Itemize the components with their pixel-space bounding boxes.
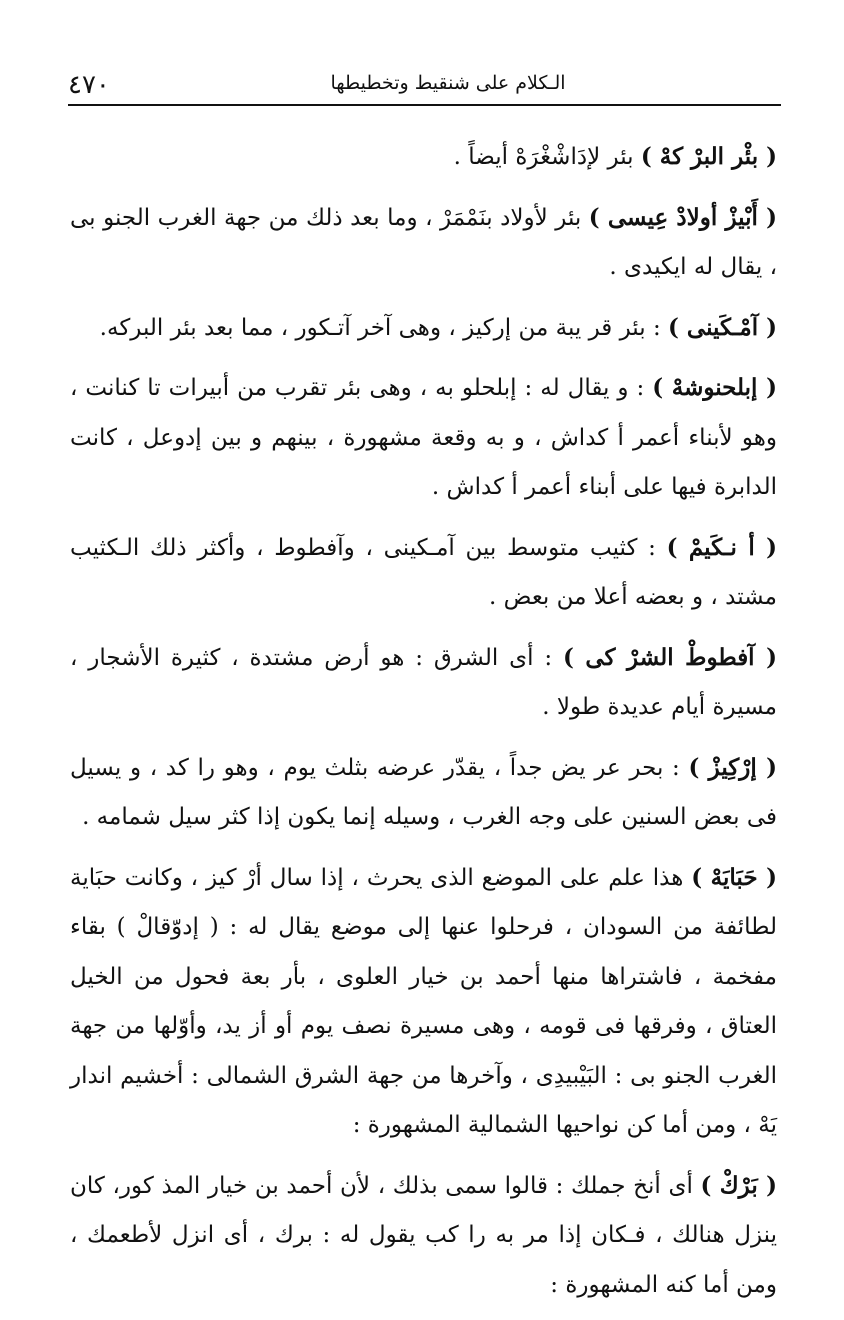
entry-text: : بئر قر يبة من إركيز ، وهى آخر آتـكور ، مما بعد بئر البركه. xyxy=(99,314,669,341)
entry-heading: ( إرْكِيزْ ) xyxy=(688,753,777,781)
entry-heading: ( بَرْكْ ) xyxy=(700,1171,778,1199)
entry-abyiz-awlad-isa xyxy=(70,193,777,293)
entry-ankim xyxy=(70,523,777,623)
entry-text: هذا علم على الموضع الذى يحرث ، إذا سال أرْ كيز ، وكانت حبَاية لطائفة من السودان ، فرحلوا عنها إلى موضع يقال له : ( إدوّقالْ ) بقاء مفخمة ، فاشتراها منها أحمد بن خيار العلوى ، بأر بعة فحول من الخيل العتاق ، وفرقها فى قومه ، وهى مسيرة نصف يوم أو أز يد، وأوّلها من جهة الغرب الجنو بى : البَيْبيدِى ، وآخرها من جهة الشرق الشمالى : أخشيم اندار يَهْ ، ومن أما كن نواحيها الشمالية المشهورة : xyxy=(70,864,777,1138)
entry-heading: ( أَبْيزْ أولادْ عِيسى ) xyxy=(588,203,777,231)
header-rule xyxy=(68,104,781,106)
entry-bark xyxy=(70,1161,777,1311)
entry-bir-albirkah xyxy=(70,132,777,183)
entry-heading: ( حَبَايَهْ ) xyxy=(691,863,777,891)
entry-irkiz xyxy=(70,743,777,843)
entry-text: بئر لإدَاشْغْرَهْ أيضاً . xyxy=(453,144,641,170)
entry-heading: ( آمْـكَينى ) xyxy=(668,313,777,341)
page-header xyxy=(68,62,781,106)
entry-heading: ( أ نـكَيمْ ) xyxy=(666,533,777,561)
entry-amkini xyxy=(70,303,777,354)
running-title: الـكلام على شنقيط وتخطيطها xyxy=(330,72,566,94)
entry-aftut-alsharki xyxy=(70,633,777,733)
entry-iblahnushah xyxy=(70,363,777,513)
entry-text: بئر لأولاد بنَمْمَرْ ، وما بعد ذلك من جهة الغرب الجنو بى ، يقال له ايكيدى . xyxy=(70,204,777,280)
entry-text: : بحر عر يض جداً ، يقدّر عرضه بثلث يوم ، وهو را كد ، و يسيل فى بعض السنين على وجه الغرب ، وسيله إنما يكون إذا كثر سيل شمامه . xyxy=(70,754,777,830)
entry-text: أى أنخ جملك : قالوا سمى بذلك ، لأن أحمد بن خيار المذ كور، كان ينزل هنالك ، فـكان إذا مر به را كب يقول له : برك ، أى انزل لأطعمك ، ومن أما كنه المشهورة : xyxy=(70,1172,777,1298)
entry-habayah xyxy=(70,853,777,1151)
page-number: ٤٧٠ xyxy=(68,70,110,100)
entry-text: : و يقال له : إبلحلو به ، وهى بئر تقرب من أبيرات تا كنانت ، وهو لأبناء أعمر أ كداش ، و به وقعة مشهورة ، بينهم و بين إدوعل ، كانت الدابرة فيها على أبناء أعمر أ كداش . xyxy=(70,375,777,500)
entry-heading: ( إبلحنوشهْ ) xyxy=(652,374,777,401)
entry-heading: ( بئْر البرْ كهْ ) xyxy=(640,143,777,170)
entry-text: : كثيب متوسط بين آمـكينى ، وآفطوط ، وأكثر ذلك الـكثيب مشتد ، و بعضه أعلا من بعض . xyxy=(70,534,777,610)
body-text xyxy=(70,132,777,1320)
entry-heading: ( آفطوطْ الشرْ كى ) xyxy=(562,643,777,671)
entry-text: : أى الشرق : هو أرض مشتدة ، كثيرة الأشجار ، مسيرة أيام عديدة طولا . xyxy=(70,644,777,720)
